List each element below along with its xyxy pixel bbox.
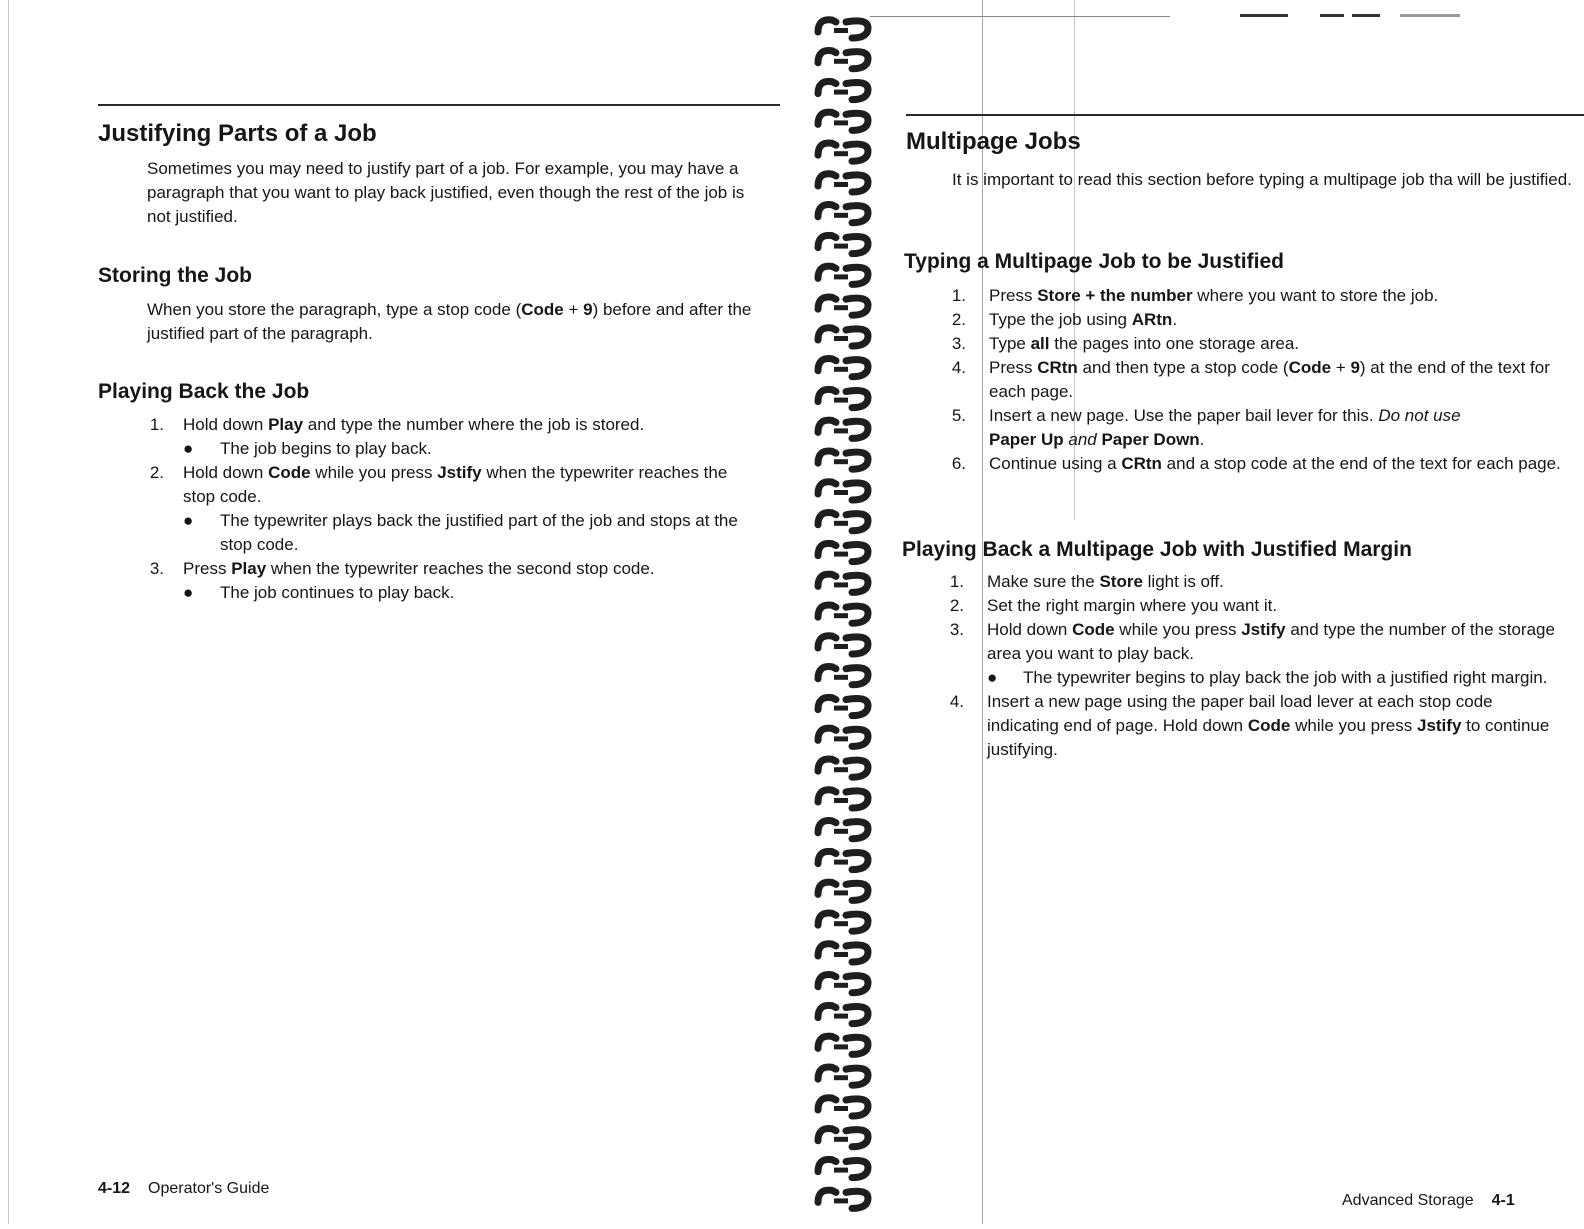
storing-paragraph: When you store the paragraph, type a stop code (Code + 9) before and after the justified part of the paragraph.: [147, 300, 752, 343]
bullet-item: ● The typewriter plays back the justified part of the job and stops at the stop code.: [183, 511, 738, 554]
spiral-coil: [818, 482, 868, 500]
header-rule: [98, 104, 780, 106]
spiral-coil: [818, 697, 868, 715]
spiral-coil: [818, 513, 868, 531]
step-item: 6. Continue using a CRtn and a stop code at the end of the text for each page.: [951, 454, 1561, 473]
spiral-coil: [818, 20, 868, 38]
spiral-coil: [818, 420, 868, 438]
spiral-coil: [818, 543, 868, 561]
step-item: 4. Press CRtn and then type a stop code (Code + 9) at the end of the text for each page.: [951, 358, 1550, 401]
spiral-coil: [818, 1129, 868, 1147]
spiral-coil: [818, 143, 868, 161]
spiral-coil: [818, 636, 868, 654]
spiral-coil: [818, 174, 868, 192]
step-item: 2. Type the job using ARtn.: [951, 310, 1178, 329]
spiral-coil: [818, 759, 868, 777]
spiral-coil: [818, 328, 868, 346]
spiral-coil: [818, 1190, 868, 1208]
bullet-item: ● The typewriter begins to play back the job with a justified right margin.: [987, 668, 1548, 687]
spiral-coil: [818, 1005, 868, 1023]
spiral-coil: [818, 1098, 868, 1116]
spiral-coil: [818, 451, 868, 469]
spiral-coil: [818, 574, 868, 592]
spiral-coil: [818, 359, 868, 377]
step-item: 3. Press Play when the typewriter reaches the second stop code. ● The job continues to play back.: [140, 557, 760, 605]
spiral-coil: [818, 297, 868, 315]
spiral-coil: [818, 1036, 868, 1054]
playing-multipage-steps: [940, 570, 1580, 762]
section-title: Justifying Parts of a Job: [98, 120, 377, 147]
playing-steps: [140, 413, 760, 605]
footer-label: Advanced Storage: [1342, 1192, 1474, 1209]
spiral-coil: [818, 790, 868, 808]
spiral-coil: [818, 266, 868, 284]
spiral-coil: [818, 112, 868, 130]
bullet-item: ● The job begins to play back.: [183, 439, 432, 458]
playing-multipage-heading: Playing Back a Multipage Job with Justified Margin: [902, 538, 1412, 561]
playing-heading: Playing Back the Job: [98, 380, 310, 403]
page-number: 4-1: [1491, 1192, 1515, 1209]
intro-paragraph: Sometimes you may need to justify part of a job. For example, you may have a paragraph that you want to play back justified, even though the rest of the job is not justified.: [147, 159, 745, 226]
spiral-coil: [818, 821, 868, 839]
page-number: 4-12: [98, 1180, 131, 1197]
spiral-coils: [812, 8, 876, 1224]
footer-label: Operator's Guide: [148, 1180, 270, 1197]
spiral-coil: [818, 944, 868, 962]
spiral-coil: [818, 882, 868, 900]
spiral-coil: [818, 1067, 868, 1085]
spiral-coil: [818, 605, 868, 623]
spiral-coil: [818, 205, 868, 223]
step-item: 2. Hold down Code while you press Jstify when the typewriter reaches the stop code. ● The typewriter plays back the justified part of the job and stops at the stop code.: [140, 461, 760, 557]
header-rule: [906, 114, 1584, 116]
typing-heading: Typing a Multipage Job to be Justified: [904, 250, 1284, 273]
spiral-coil: [818, 667, 868, 685]
spiral-coil: [818, 913, 868, 931]
step-item: 1. Hold down Play and type the number where the job is stored. ● The job begins to play back.: [140, 413, 760, 461]
step-item: 3. Type all the pages into one storage area.: [951, 334, 1300, 353]
step-item: 4. Insert a new page using the paper bail load lever at each stop code indicating end of page. Hold down Code while you press Jstify to continue justifying.: [949, 692, 1550, 759]
right-page: [880, 0, 1584, 1224]
intro-paragraph: It is important to read this section before typing a multipage job tha will be justified.: [952, 170, 1572, 189]
spiral-coil: [818, 851, 868, 869]
left-footer: [98, 1180, 269, 1198]
step-item: 3. Hold down Code while you press Jstify and type the number of the storage area you want to play back. ● The typewriter begins to play back the job with a justified right margin.: [940, 618, 1580, 690]
spiral-coil: [818, 51, 868, 69]
section-title: Multipage Jobs: [906, 128, 1081, 155]
step-item: 5. Insert a new page. Use the paper bail lever for this. Do not use Paper Up and Paper Down.: [951, 406, 1461, 449]
spiral-coil: [818, 1159, 868, 1177]
storing-heading: Storing the Job: [98, 264, 252, 287]
right-footer: [1342, 1192, 1533, 1210]
spiral-coil: [818, 81, 868, 99]
spiral-coil: [818, 728, 868, 746]
spiral-binding: [812, 8, 876, 1224]
step-item: 1. Make sure the Store light is off.: [949, 572, 1224, 591]
spiral-coil: [818, 235, 868, 253]
step-item: 1. Press Store + the number where you want to store the job.: [951, 286, 1439, 305]
spiral-coil: [818, 975, 868, 993]
spiral-coil: [818, 389, 868, 407]
bullet-item: ● The job continues to play back.: [183, 583, 455, 602]
typing-steps: [942, 284, 1582, 476]
step-item: 2. Set the right margin where you want it.: [949, 596, 1278, 615]
